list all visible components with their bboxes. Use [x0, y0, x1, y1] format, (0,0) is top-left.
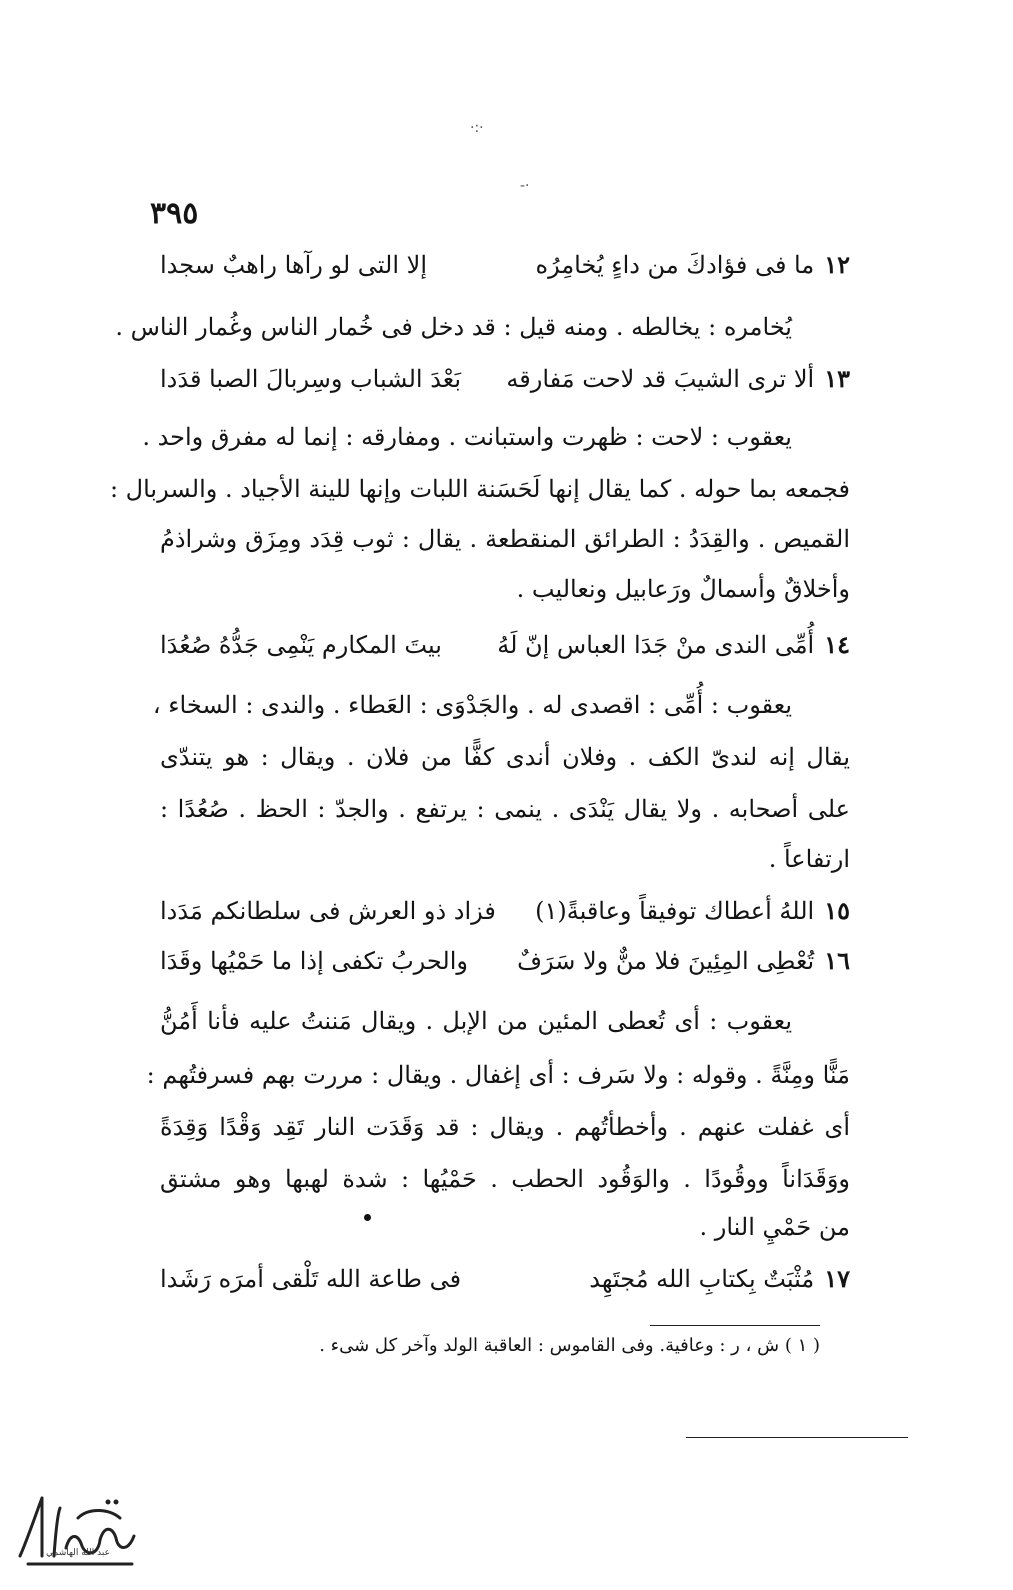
- hemistich-text: اللهُ أعطاك توفيقاً وعاقبةً(١): [535, 897, 815, 925]
- verse-line: [160, 894, 850, 928]
- ink-dot: [364, 1214, 371, 1221]
- verse-first-hemistich: [535, 894, 850, 928]
- commentary-line: يقال إنه لندىّ الكف . وفلان أندى كفًّا من فلان . ويقال : هو يتندّى: [160, 743, 850, 771]
- commentary-line: يعقوب : أُمِّى : اقصدى له . والجَدْوَى : العَطاء . والندى : السخاء ،: [152, 691, 792, 719]
- verse-second-hemistich: إلا التى لو رآها راهبٌ سجدا: [160, 251, 428, 279]
- verse-second-hemistich: فى طاعة الله تَلْقى أمرَه رَشَدا: [160, 1265, 462, 1293]
- commentary-line: يعقوب : لاحت : ظهرت واستبانت . ومفارقه : إنما له مفرق واحد .: [142, 423, 792, 451]
- verse-line: [160, 944, 850, 978]
- verse-first-hemistich: [497, 628, 850, 662]
- hemistich-text: تُعْطِى المِئِينَ فلا منٌّ ولا سَرَفٌ: [517, 947, 815, 975]
- verse-number: ١٧: [824, 1264, 850, 1293]
- library-stamp-logo: [8, 1478, 148, 1578]
- stamp-caption: عبد الله الهاشمي: [46, 1548, 110, 1558]
- verse-number: ١٦: [824, 946, 850, 975]
- verse-second-hemistich: بَعْدَ الشباب وسِربالَ الصبا قدَدا: [160, 365, 462, 393]
- commentary-line: على أصحابه . ولا يقال يَنْدَى . ينمى : يرتفع . والجدّ : الحظ . صُعُدًا :: [160, 795, 850, 823]
- verse-line: [160, 1262, 850, 1296]
- commentary-line: من حَمْيِ النار .: [699, 1213, 850, 1241]
- footnote-rule: [650, 1325, 820, 1326]
- verse-first-hemistich: [589, 1262, 850, 1296]
- verse-first-hemistich: [536, 248, 851, 282]
- verse-line: [160, 628, 850, 662]
- page-number: ٣٩٥: [150, 196, 199, 231]
- verse-number: ١٣: [824, 364, 850, 393]
- verse-number: ١٢: [824, 250, 850, 279]
- verse-line: [160, 362, 850, 396]
- verse-second-hemistich: بيتَ المكارم يَنْمِى جَدُّهُ صُعُدَا: [160, 631, 442, 659]
- hemistich-text: مُثْبَتٌ بِكتابِ الله مُجتَهِد: [589, 1265, 815, 1293]
- scan-speck: -·: [520, 178, 530, 194]
- commentary-line: ارتفاعاً .: [768, 845, 850, 873]
- footnote: ( ١ ) ش ، ر : وعافية. وفى القاموس : العاقبة الولد وآخر كل شىء .: [319, 1335, 820, 1356]
- commentary-line: وأخلاقٌ وأسمالٌ ورَعابيل ونعاليب .: [516, 575, 850, 603]
- verse-number: ١٤: [824, 630, 850, 659]
- verse-second-hemistich: فزاد ذو العرش فى سلطانكم مَدَدا: [160, 897, 496, 925]
- verse-first-hemistich: [506, 362, 850, 396]
- verse-second-hemistich: والحربُ تكفى إذا ما حَمْيُها وقَدَا: [160, 947, 468, 975]
- verse-first-hemistich: [517, 944, 850, 978]
- verse-line: [160, 248, 850, 282]
- hemistich-text: ما فى فؤادكَ من داءٍ يُخامِرُه: [535, 251, 815, 279]
- bottom-rule: [686, 1437, 908, 1438]
- commentary-line: ووَقَدَاناً ووقُودًا . والوَقُود الحطب . حَمْيُها : شدة لهبها وهو مشتق: [160, 1165, 850, 1193]
- hemistich-text: ألا ترى الشيبَ قد لاحت مَفارقه: [506, 365, 815, 393]
- commentary-line: يعقوب : أى تُعطى المئين من الإبل . ويقال مَننتُ عليه فأنا أَمُنُّ: [160, 1007, 792, 1035]
- commentary-line: أى غفلت عنهم . وأخطأتُهم . ويقال : قد وَقَدَت النار تَقِد وَقْدًا وَقِدَةً: [160, 1113, 850, 1141]
- hemistich-text: أُمِّى الندى منْ جَدَا العباس إنّ لَهُ: [497, 631, 815, 659]
- commentary-line: مَنًّا ومِنَّةً . وقوله : ولا سَرف : أى إغفال . ويقال : مررت بهم فسرفتُهم :: [146, 1061, 850, 1089]
- commentary-line: فجمعه بما حوله . كما يقال إنها لَحَسَنة اللبات وإنها للينة الأجياد . والسربال :: [109, 475, 850, 503]
- commentary-line: يُخامره : يخالطه . ومنه قيل : قد دخل فى خُمار الناس وغُمار الناس .: [115, 313, 792, 341]
- scan-speck: ·:·: [470, 120, 484, 136]
- commentary-line: القميص . والقِدَدُ : الطرائق المنقطعة . يقال : ثوب قِدَد ومِزَق وشراذمُ: [160, 525, 850, 553]
- verse-number: ١٥: [824, 896, 850, 925]
